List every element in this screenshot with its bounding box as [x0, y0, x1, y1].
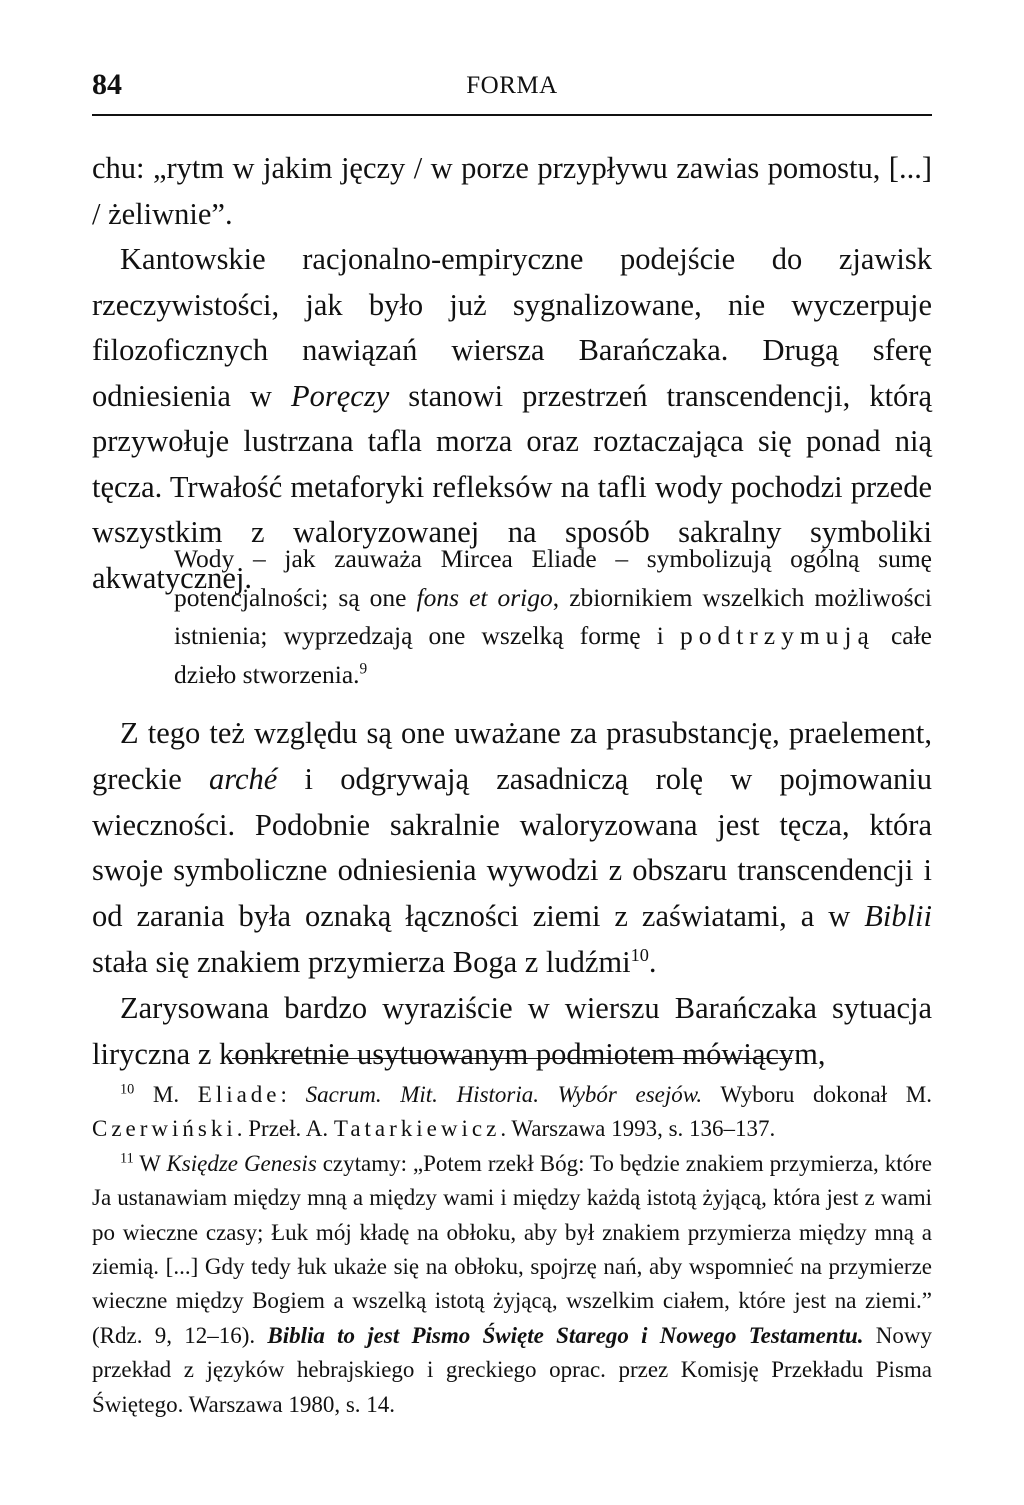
paragraph-1: chu: „rytm w jakim jęczy / w porze przypływu zawias pomostu, [...] / żeliwnie”.: [92, 151, 932, 231]
quote-text-c: całe dzieło stworzenia.: [174, 621, 933, 689]
footnote-rule: [232, 1058, 792, 1059]
footnote-10-text-e: . Warszawa 1993, s. 136–137.: [500, 1116, 776, 1142]
header-rule: [92, 114, 932, 116]
footnote-10-translator: Tatarkiewicz: [333, 1116, 501, 1142]
paragraph-2-text-a: Kantowskie racjonalno-empiryczne podejście do zjawisk rzeczywistości, jak było już sygnalizowane, nie wyczerpuje filozoficznych nawiązań wiersza Barańczaka. Drugą sferę odniesienia w: [92, 242, 932, 413]
footnote-10: [92, 1078, 932, 1147]
footnote-ref-10: 10: [630, 944, 649, 965]
body-text-top: [92, 146, 932, 601]
page-number: 84: [92, 68, 122, 101]
paragraph-3-end: .: [648, 944, 657, 979]
quote-spaced-word: podtrzymują: [679, 621, 875, 650]
footnote-ref-9: 9: [359, 660, 368, 677]
footnote-11: [92, 1147, 932, 1422]
footnote-10-text-c: Wyboru dokonał M.: [702, 1082, 933, 1107]
footnote-11-mark: 11: [120, 1150, 134, 1167]
paragraph-4: Zarysowana bardzo wyraziście w wierszu Barańczaka sytuacja liryczna z konkretnie usytuowanym podmiotem mówiącym,: [92, 990, 932, 1071]
quote-text-b: , zbiornikiem wszelkich możliwości istnienia; wyprzedzają one wszelką formę i: [174, 582, 932, 650]
paragraph-3-italic-arche: arché: [209, 761, 278, 796]
footnote-10-author: Eliade: [197, 1082, 281, 1107]
footnote-11-text-a: W: [133, 1150, 167, 1176]
body-text-bottom: [92, 711, 932, 1077]
running-title: FORMA: [466, 72, 558, 99]
footnote-11-bold-italic: Biblia to jest Pismo Święte Starego i Nowego Testamentu.: [267, 1322, 864, 1348]
running-head: [92, 68, 932, 108]
paragraph-2-text-b: stanowi przestrzeń transcendencji, którą przywołuje lustrzana tafla morza oraz roztaczająca się ponad nią tęcza. Trwałość metaforyki refleksów na tafli wody pochodzi przede wszystkim z waloryzowanej na sposób sakralny symboliki akwatycznej.: [92, 378, 932, 595]
paragraph-3: [92, 711, 932, 986]
footnote-10-text-a: M.: [134, 1082, 198, 1107]
footnote-10-editor: Czerwiński: [92, 1116, 237, 1142]
quote-italic: fons et origo: [416, 582, 553, 612]
quote-paragraph: [174, 540, 932, 694]
footnote-10-text-d: . Przeł. A.: [236, 1116, 334, 1142]
footnote-11-text-c: Nowy przekład z języków hebrajskiego i greckiego oprac. przez Komisję Przekładu Pisma Świętego. Warszawa 1980, s. 14.: [92, 1322, 932, 1417]
paragraph-3-text-b: i odgrywają zasadniczą rolę w pojmowaniu wieczności. Podobnie sakralnie waloryzowana jest tęcza, która swoje symboliczne odniesienia wywodzi z obszaru transcendencji i od zarania była oznaką łączności ziemi z zaświatami, a w: [92, 761, 933, 934]
paragraph-3-text-c: stała się znakiem przymierza Boga z ludźmi: [92, 944, 631, 979]
footnote-10-title: Sacrum. Mit. Historia. Wybór esejów.: [305, 1082, 703, 1107]
paragraph-3-italic-biblii: Biblii: [864, 899, 932, 934]
footnote-11-text-b: czytamy: „Potem rzekł Bóg: To będzie znakiem przymierza, które Ja ustanawiam między mną a między wami i między każdą istotą żyjącą, która jest z wami po wieczne czasy; Łuk mój kładę na obłoku, aby był znakiem przymierza między mną a ziemią. [...] Gdy tedy łuk ukaże się na obłoku, spojrzę nań, aby wspomnieć na przymierze wieczne między Bogiem a wszelką istotą żyjącą, wszelkim ciałem, które jest na ziemi.” (Rdz. 9, 12–16).: [92, 1150, 932, 1348]
footnote-10-mark: 10: [120, 1081, 135, 1098]
block-quote: [174, 540, 932, 694]
footnote-11-italic: Księdze Genesis: [166, 1150, 317, 1176]
paragraph-3-text-a: Z tego też względu są one uważane za prasubstancję, praelement, greckie: [92, 716, 932, 796]
paragraph-2-italic: Poręczy: [291, 378, 390, 413]
footnote-10-text-b: :: [280, 1082, 306, 1107]
quote-text-a: Wody – jak zauważa Mircea Eliade – symbolizują ogólną sumę potencjalności; są one: [174, 544, 932, 612]
footnotes: [92, 1078, 932, 1422]
